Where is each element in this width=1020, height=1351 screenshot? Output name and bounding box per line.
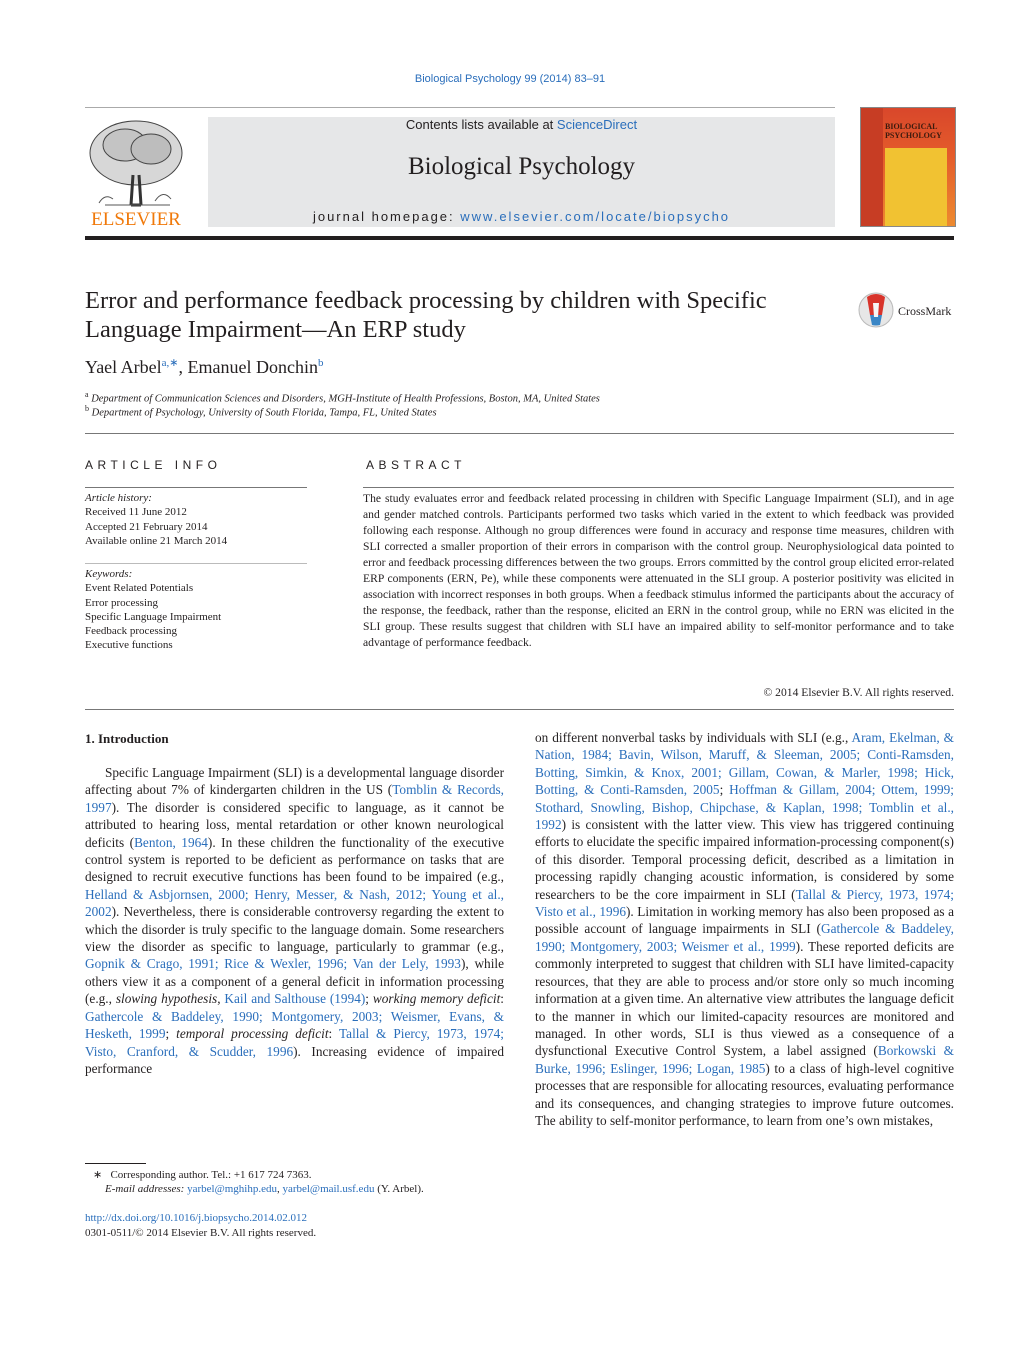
journal-reference[interactable]: Biological Psychology 99 (2014) 83–91: [414, 73, 606, 85]
header-rule: [85, 107, 835, 108]
cover-stripe: [861, 108, 883, 226]
journal-title: Biological Psychology: [407, 153, 636, 180]
citation-link[interactable]: Helland & Asbjornsen, 2000; Henry, Messer, & Nash, 2012; Young et al., 2002: [85, 886, 504, 920]
body-text: :: [500, 991, 504, 1007]
affiliation-text: Department of Communication Sciences and Disorders, MGH-Institute of Health Professions, Boston, MA, United States: [91, 393, 600, 405]
affiliation-rule: [85, 433, 954, 434]
body-text: ;: [165, 1026, 177, 1042]
body-text: on different nonverbal tasks by individuals with SLI (e.g.,: [535, 730, 852, 745]
keyword-item: Event Related Potentials: [85, 582, 194, 595]
keywords-rule: [85, 563, 307, 564]
citation-link[interactable]: Gathercole & Baddeley, 1990; Montgomery, 2003; Weismer et al., 1999: [535, 921, 954, 954]
corresponding-author-text: Corresponding author. Tel.: +1 617 724 7363.: [110, 1169, 312, 1181]
sciencedirect-link[interactable]: ScienceDirect: [556, 117, 638, 132]
emphasis-text: slowing hypothesis: [115, 991, 218, 1007]
body-column-right: [535, 729, 954, 1129]
citation-link[interactable]: Tomblin & Records, 1997: [85, 782, 504, 815]
author-name: Emanuel Donchin: [187, 357, 318, 377]
crossmark-label: CrossMark: [898, 304, 952, 318]
footnote-rule: [85, 1163, 146, 1164]
body-rule: [85, 709, 954, 710]
doi-link[interactable]: http://dx.doi.org/10.1016/j.biopsycho.2014.02.012: [85, 1212, 307, 1224]
author-list: [85, 356, 324, 378]
keyword-item: Specific Language Impairment: [85, 610, 222, 623]
body-text: ,: [217, 991, 225, 1007]
keyword-item: Executive functions: [85, 639, 173, 652]
body-text: ) is consistent with the latter view. This view has triggered continuing efforts to elucidate the specific impaired information-processing component(s) of this disorder. Temporal processing deficit, described as a limitation in processing rapidly changing acoustic information, is considered by some researchers to be the core impairment in SLI (: [535, 817, 954, 902]
history-accepted: Accepted 21 February 2014: [85, 520, 208, 533]
body-text: Specific Language Impairment (SLI) is a developmental language disorder affecting about 7% of kindergarten children in the US (: [85, 765, 504, 798]
elsevier-logo: [85, 115, 187, 228]
keywords-label: Keywords:: [85, 568, 133, 580]
email-separator: ,: [276, 1183, 283, 1195]
cover-title-line1: BIOLOGICAL: [885, 122, 938, 131]
cover-title-line2: PSYCHOLOGY: [885, 131, 942, 140]
citation-link[interactable]: Benton, 1964: [134, 834, 208, 850]
article-info-heading: ARTICLE INFO: [85, 458, 222, 472]
homepage-line: [208, 209, 835, 224]
emphasis-text: temporal processing deficit: [176, 1026, 329, 1042]
article-title-line2: Language Impairment—An ERP study: [85, 316, 466, 343]
citation-link[interactable]: Borkowski & Burke, 1996; Eslinger, 1996; Logan, 1985: [535, 1043, 955, 1076]
footnote-mark: ∗: [93, 1169, 103, 1181]
contents-line: [208, 117, 835, 132]
elsevier-wordmark: ELSEVIER: [91, 209, 181, 228]
homepage-link[interactable]: www.elsevier.com/locate/biopsycho: [460, 209, 731, 224]
citation-link[interactable]: Hoffman & Gillam, 2004; Ottem, 1999; Stothard, Snowling, Bishop, Chipchase, & Kaplan, 1998; Tomblin et al., 1992: [535, 782, 954, 833]
abstract-text: The study evaluates error and feedback related processing in children with Specific Language Impairment (SLI), and in age and gender matched controls. Participants performed two tasks which varied in the extent to which feedback was provided following each response. Although no group differences were found in accuracy and response time measures, children with SLI corrected a smaller proportion of their errors in comparison with the control group. Neurophysiological data pointed to error and feedback processing differences between the two groups. Errors committed by the control group elicited error-related ERP components (ERN, Pe), while these components were attenuated in the SLI group. A posterior positivity was elicited in association with incorrect responses in both groups. When a feedback stimulus informed the participants about the accuracy of the response, the feedback, rather than the response, elicited an ERN in the control group, while no ERN was elicited in the SLI group. These results suggest that children with SLI have an impaired ability to self-monitor performance and to take advantage of performance feedback.: [363, 492, 954, 649]
author-affiliation-mark[interactable]: b: [318, 357, 324, 369]
corresponding-author-note: [93, 1168, 312, 1182]
body-text: ;: [365, 991, 373, 1007]
body-text: ). These reported deficits are commonly interpreted to suggest that children with SLI have limited-capacity resources, that they are able to process and/or store only so much incoming information at a given time. An alternative view attributes the language deficit to the manner in which our limited-capacity resources are monitored and managed. In other words, SLI is thus viewed as a consequence of a dysfunctional Executive Control System, a label assigned (: [535, 938, 954, 1059]
email-link[interactable]: yarbel@mghihp.edu: [187, 1183, 277, 1195]
affiliation-a: [85, 390, 600, 405]
crossmark-badge[interactable]: [858, 291, 958, 331]
email-link[interactable]: yarbel@mail.usf.edu: [282, 1183, 375, 1195]
body-text: :: [328, 1026, 339, 1042]
citation-link[interactable]: Kail and Salthouse (1994): [224, 991, 366, 1007]
body-text: ). In these children the functionality of the executive control system is reported to be deficient as performance on tasks that are designed to recruit executive functions has been found to be impaired (e.g.,: [85, 834, 505, 885]
abstract-rule: [363, 487, 954, 488]
keyword-item: Feedback processing: [85, 625, 177, 638]
abstract-heading: ABSTRACT: [366, 458, 467, 472]
header-thick-rule: [85, 236, 954, 240]
citation-link[interactable]: Gathercole & Baddeley, 1990; Montgomery, 2003; Weismer, Evans, & Hesketh, 1999: [85, 1008, 504, 1042]
homepage-label: journal homepage:: [312, 209, 461, 224]
citation-link[interactable]: Tallal & Piercy, 1973, 1974; Visto et al., 1996: [535, 886, 954, 920]
body-text: ). The disorder is considered specific to language, as it cannot be attributed to hearing loss, mental retardation or other known neurological deficits (: [85, 799, 504, 850]
journal-cover: [860, 107, 956, 227]
body-text: ) to a class of high-level cognitive processes that are responsible for allocating resources, evaluating performance and its consequences, and changing strategies to improve future outcomes. The ability to self-monitor performance, to learn from one’s own mistakes,: [535, 1060, 954, 1128]
keywords: [85, 567, 221, 653]
author-affiliation-mark[interactable]: a,∗: [161, 357, 179, 369]
citation-link[interactable]: Aram, Ekelman, & Nation, 1984; Bavin, Wilson, Maruff, & Sleeman, 2005; Conti-Ramsden, Botting, Simkin, & Knox, 2001; Gillam, Cowan, & Marler, 1998; Hick, Botting, & Conti-Ramsden, 2005: [535, 730, 954, 798]
emphasis-text: working memory deficit: [372, 991, 501, 1007]
article-history-label: Article history:: [85, 492, 152, 504]
article-info-rule: [85, 487, 307, 488]
section-heading-introduction: 1. Introduction: [85, 731, 169, 746]
history-online: Available online 21 March 2014: [85, 534, 228, 547]
email-label: E-mail addresses:: [105, 1183, 185, 1195]
body-text: ), while others view it as a component of a general deficit in information processing (e.g.,: [85, 956, 504, 1007]
author-name: Yael Arbel: [85, 357, 162, 377]
journal-banner: [208, 117, 835, 227]
keyword-item: Error processing: [85, 596, 159, 609]
affiliation-text: Department of Psychology, University of South Florida, Tampa, FL, United States: [91, 407, 437, 419]
contents-prefix: Contents lists available at: [405, 117, 557, 132]
affiliation-mark: b: [85, 404, 89, 413]
cover-panel: [885, 148, 947, 226]
abstract-copyright: © 2014 Elsevier B.V. All rights reserved.: [763, 686, 954, 699]
body-text: ;: [719, 782, 730, 798]
issn-line: 0301-0511/© 2014 Elsevier B.V. All rights reserved.: [85, 1227, 317, 1239]
history-received: Received 11 June 2012: [85, 506, 187, 519]
article-title-line1: Error and performance feedback processing by children with Specific: [85, 287, 767, 314]
article-history: [85, 491, 227, 548]
citation-link[interactable]: Gopnik & Crago, 1991; Rice & Wexler, 1996; Van der Lely, 1993: [85, 956, 461, 972]
body-text: ). Limitation in working memory has also been proposed as a possible account of language impairments in SLI (: [535, 904, 954, 937]
email-owner: (Y. Arbel).: [374, 1183, 424, 1195]
body-text: ). Nevertheless, there is considerable controversy regarding the extent to which the disorder is truly specific to the language domain. Some researchers view the disorder as specific to language, particularly to grammar (e.g.,: [85, 904, 504, 955]
author-separator: ,: [178, 357, 188, 377]
citation-link[interactable]: Tallal & Piercy, 1973, 1974; Visto, Cranford, & Scudder, 1996: [85, 1026, 504, 1059]
affiliation-b: [85, 404, 437, 419]
elsevier-tree-icon: [85, 115, 187, 228]
affiliation-mark: a: [85, 390, 89, 399]
body-text: ). Increasing evidence of impaired performance: [85, 1043, 504, 1076]
cover-title: [885, 122, 942, 140]
body-column-left: [85, 764, 504, 1077]
article-title: [85, 286, 845, 344]
email-note: [105, 1182, 424, 1196]
